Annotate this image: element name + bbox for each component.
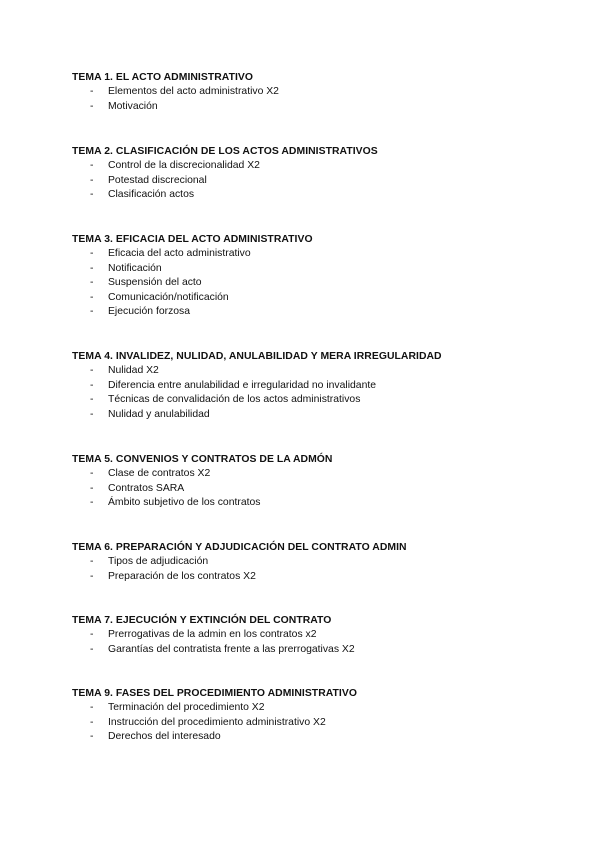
list-item: - Notificación (90, 262, 162, 274)
list-item: - Motivación (90, 100, 158, 112)
section-tema-5 (72, 452, 572, 511)
list-item: - Nulidad X2 (90, 365, 159, 376)
section-tema-2 (72, 144, 572, 203)
list-item: - Contratos SARA (90, 482, 185, 494)
list-item: - Control de la discrecionalidad X2 (90, 160, 260, 171)
list-item: - Técnicas de convalidación de los actos administrativos (90, 394, 361, 406)
list-item: - Derechos del interesado (90, 731, 221, 743)
section-tema-3 (72, 232, 572, 320)
item-list (72, 85, 572, 114)
item-list (72, 247, 572, 320)
section-title: TEMA 1. EL ACTO ADMINISTRATIVO (72, 72, 254, 83)
section-title: TEMA 5. CONVENIOS Y CONTRATOS DE LA ADMÓN (72, 454, 333, 465)
list-item: - Garantías del contratista frente a las prerrogativas X2 (90, 643, 355, 655)
item-list (72, 628, 572, 657)
list-item: - Preparación de los contratos X2 (90, 570, 256, 582)
list-item: - Ejecución forzosa (90, 306, 191, 318)
list-item: - Terminación del procedimiento X2 (90, 702, 265, 713)
list-item: - Clasificación actos (90, 189, 195, 201)
item-list (72, 364, 572, 422)
list-item: - Comunicación/notificación (90, 291, 229, 303)
list-item: - Diferencia entre anulabilidad e irregularidad no invalidante (90, 379, 377, 391)
list-item: - Elementos del acto administrativo X2 (90, 86, 279, 97)
section-tema-4 (72, 349, 572, 422)
list-item: - Nulidad y anulabilidad (90, 408, 210, 420)
section-title: TEMA 6. PREPARACIÓN Y ADJUDICACIÓN DEL CONTRATO ADMIN (72, 542, 407, 553)
section-tema-9 (72, 686, 572, 745)
list-item: - Eficacia del acto administrativo (90, 248, 251, 259)
list-item: - Instrucción del procedimiento administrativo X2 (90, 716, 326, 728)
list-item: - Ámbito subjetivo de los contratos (90, 497, 261, 509)
list-item: - Clase de contratos X2 (90, 468, 211, 479)
list-item: - Prerrogativas de la admin en los contratos x2 (90, 629, 317, 640)
section-tema-6 (72, 540, 572, 584)
section-title: TEMA 2. CLASIFICACIÓN DE LOS ACTOS ADMINISTRATIVOS (72, 146, 378, 157)
list-item: - Potestad discrecional (90, 174, 207, 186)
section-title: TEMA 4. INVALIDEZ, NULIDAD, ANULABILIDAD Y MERA IRREGULARIDAD (72, 351, 442, 362)
list-item: - Suspensión del acto (90, 277, 202, 289)
item-list (72, 159, 572, 203)
section-tema-1 (72, 70, 572, 114)
item-list (72, 467, 572, 511)
section-tema-7 (72, 613, 572, 657)
item-list (72, 555, 572, 584)
section-title: TEMA 9. FASES DEL PROCEDIMIENTO ADMINISTRATIVO (72, 688, 357, 699)
section-title: TEMA 3. EFICACIA DEL ACTO ADMINISTRATIVO (72, 234, 313, 245)
section-title: TEMA 7. EJECUCIÓN Y EXTINCIÓN DEL CONTRATO (72, 615, 332, 626)
list-item: - Tipos de adjudicación (90, 556, 209, 567)
item-list (72, 701, 572, 745)
